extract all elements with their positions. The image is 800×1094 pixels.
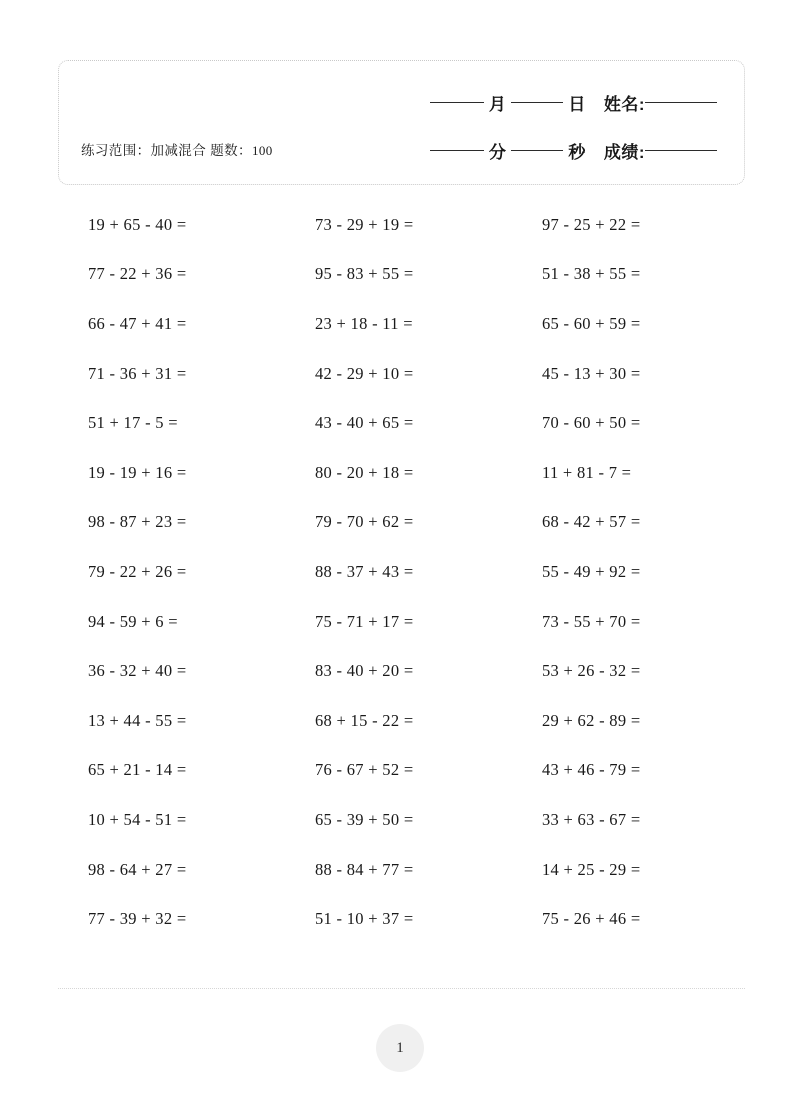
problem-cell [283,562,508,582]
problem-cell [508,463,733,483]
problem-cell [58,661,283,681]
problem-expression: 75 - 71 + 17 = [315,611,414,631]
problem-expression: 11 + 81 - 7 = [542,462,632,482]
problem-expression: 45 - 13 + 30 = [542,363,641,383]
problem-row [58,547,745,597]
problem-row [58,498,745,548]
problem-expression: 19 - 19 + 16 = [88,462,187,482]
question-count-value: 100 [251,143,273,158]
problem-cell [58,612,283,632]
problem-cell [508,215,733,235]
practice-scope-label: 练习范围：加减混合 题数： [81,143,252,158]
problem-row [58,349,745,399]
problem-cell [283,760,508,780]
problem-expression: 88 - 84 + 77 = [315,859,414,879]
problem-cell [58,364,283,384]
problem-expression: 79 - 70 + 62 = [315,512,414,532]
problem-cell [283,909,508,929]
problem-expression: 19 + 65 - 40 = [88,214,187,234]
problem-expression: 79 - 22 + 26 = [88,561,187,581]
month-label: 月 [488,94,507,114]
problem-expression: 42 - 29 + 10 = [315,363,414,383]
problem-cell [58,314,283,334]
worksheet-header-box [58,60,745,185]
minute-label: 分 [488,142,507,162]
problem-expression: 51 - 38 + 55 = [542,264,641,284]
minute-blank-line[interactable] [430,150,484,151]
problem-expression: 75 - 26 + 46 = [542,909,641,929]
second-blank-line[interactable] [511,150,563,151]
problem-cell [58,860,283,880]
problem-row [58,299,745,349]
problem-cell [508,264,733,284]
problem-cell [283,413,508,433]
problem-cell [508,760,733,780]
problem-cell [508,364,733,384]
problem-row [58,795,745,845]
problem-cell [58,413,283,433]
problem-cell [283,860,508,880]
problem-expression: 77 - 39 + 32 = [88,909,187,929]
second-label: 秒 [568,142,586,162]
problem-expression: 76 - 67 + 52 = [315,760,414,780]
problem-expression: 95 - 83 + 55 = [315,264,414,284]
problem-cell [283,512,508,532]
problem-row [58,200,745,250]
problem-row [58,894,745,944]
problem-expression: 51 + 17 - 5 = [88,413,178,433]
problem-expression: 51 - 10 + 37 = [315,909,414,929]
problem-expression: 98 - 87 + 23 = [88,512,187,532]
problem-expression: 98 - 64 + 27 = [88,859,187,879]
problem-cell [283,314,508,334]
problem-cell [508,413,733,433]
date-name-row [425,87,717,117]
practice-info [81,139,273,159]
problem-row [58,448,745,498]
problem-cell [508,512,733,532]
problem-cell [58,562,283,582]
problem-cell [283,264,508,284]
problem-cell [58,760,283,780]
problem-cell [58,810,283,830]
problem-expression: 70 - 60 + 50 = [542,413,641,433]
problem-cell [58,264,283,284]
problem-expression: 66 - 47 + 41 = [88,313,187,333]
score-label: 成绩: [603,142,645,162]
problem-row [58,845,745,895]
problem-cell [508,909,733,929]
problem-cell [508,612,733,632]
problem-expression: 33 + 63 - 67 = [542,809,641,829]
problem-expression: 36 - 32 + 40 = [88,661,187,681]
problem-expression: 71 - 36 + 31 = [88,363,187,383]
month-blank-line[interactable] [430,102,484,103]
problem-expression: 43 + 46 - 79 = [542,760,641,780]
problem-cell [283,612,508,632]
problem-cell [58,512,283,532]
problem-expression: 65 - 39 + 50 = [315,809,414,829]
time-score-row [425,135,717,165]
problem-expression: 29 + 62 - 89 = [542,710,641,730]
problem-expression: 23 + 18 - 11 = [315,313,413,333]
problem-expression: 97 - 25 + 22 = [542,214,641,234]
problem-cell [283,215,508,235]
problem-expression: 68 - 42 + 57 = [542,512,641,532]
problem-cell [58,711,283,731]
problem-cell [58,909,283,929]
problem-cell [58,215,283,235]
problem-row [58,398,745,448]
problem-cell [508,314,733,334]
problem-expression: 77 - 22 + 36 = [88,264,187,284]
problem-cell [508,562,733,582]
problem-expression: 43 - 40 + 65 = [315,413,414,433]
problem-cell [508,860,733,880]
problem-expression: 65 + 21 - 14 = [88,760,187,780]
problem-row [58,646,745,696]
problem-expression: 14 + 25 - 29 = [542,859,641,879]
problem-expression: 73 - 55 + 70 = [542,611,641,631]
day-label: 日 [568,94,586,114]
problem-expression: 13 + 44 - 55 = [88,710,187,730]
problem-cell [283,661,508,681]
problem-expression: 10 + 54 - 51 = [88,809,187,829]
problem-cell [283,364,508,384]
problem-cell [508,661,733,681]
problem-cell [58,463,283,483]
problem-expression: 73 - 29 + 19 = [315,214,414,234]
name-label: 姓名: [603,94,645,114]
problem-cell [508,810,733,830]
footer-divider [58,988,745,989]
name-blank-line[interactable] [645,102,717,103]
problem-cell [508,711,733,731]
score-blank-line[interactable] [645,150,717,151]
problem-expression: 68 + 15 - 22 = [315,710,414,730]
problem-expression: 88 - 37 + 43 = [315,561,414,581]
day-blank-line[interactable] [511,102,563,103]
problem-expression: 83 - 40 + 20 = [315,661,414,681]
problem-row [58,746,745,796]
page-number-value: 1 [396,1039,404,1056]
problem-expression: 55 - 49 + 92 = [542,561,641,581]
problem-row [58,597,745,647]
page-number-badge [376,1024,424,1072]
problem-row [58,696,745,746]
problem-grid [58,200,745,944]
problem-expression: 94 - 59 + 6 = [88,611,178,631]
problem-expression: 65 - 60 + 59 = [542,313,641,333]
problem-expression: 53 + 26 - 32 = [542,661,641,681]
problem-expression: 80 - 20 + 18 = [315,462,414,482]
problem-cell [283,463,508,483]
problem-cell [283,810,508,830]
problem-row [58,250,745,300]
problem-cell [283,711,508,731]
